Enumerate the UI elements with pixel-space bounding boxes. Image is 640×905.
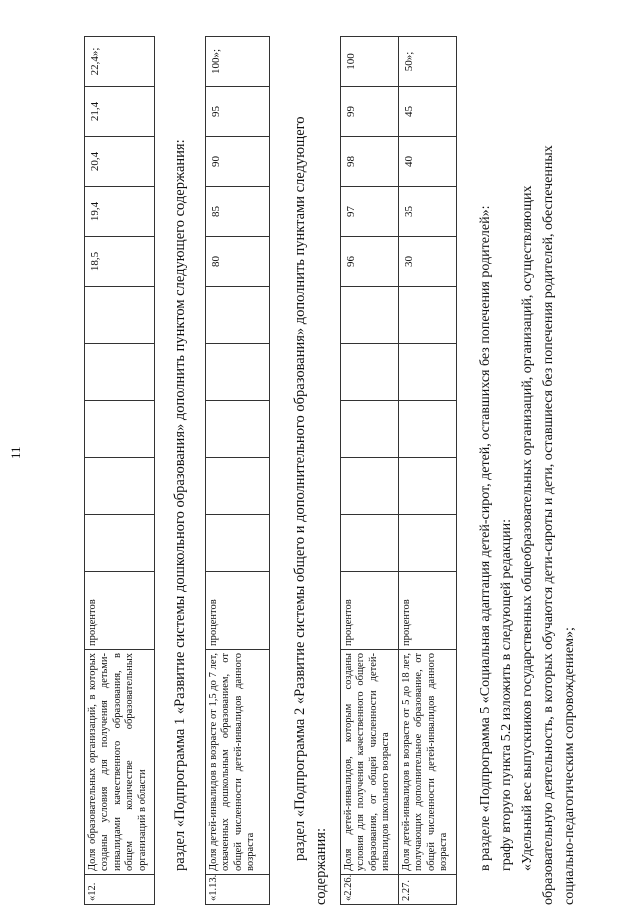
value-cell [85,401,155,458]
value-cell [206,401,270,458]
table-row-12 [84,36,155,905]
value-cell [341,344,399,401]
value-cell [399,401,457,458]
value-cell [341,287,399,344]
value-cell: 85 [206,187,270,237]
value-cell [399,287,457,344]
value-cell [85,287,155,344]
value-cell: 100»; [206,37,270,87]
paragraph-line: образовательную деятельность, в которых обучаются дети-сироты и дети, оставшиеся без попечения родителей, обеспеченных [541,145,556,905]
value-cell [341,515,399,572]
value-cell: 21,4 [85,87,155,137]
row-description: Доля детей-инвалидов в возрасте от 5 до 18 лет, получающих дополнительное образование, от общей численности детей-инвалидов данного возраста [399,650,457,875]
value-cell [206,287,270,344]
value-cell: 95 [206,87,270,137]
value-cell [399,344,457,401]
value-cell [341,458,399,515]
row-number: «12. [85,875,155,905]
value-cell [206,515,270,572]
paragraph-line: «Удельный вес выпускников государственных общеобразовательных организаций, организаций, осуществляющих [520,185,535,871]
section-heading-2-line1: раздел «Подпрограмма 2 «Развитие системы общего и дополнительного образования» дополнить пунктами следующего [292,116,308,861]
value-cell: 96 [341,237,399,287]
value-cell: 22,4»; [85,37,155,87]
paragraph-line: в разделе «Подпрограмма 5 «Социальная адаптация детей-сирот, детей, оставшихся без попечения родителей»: [478,205,493,871]
value-cell [206,344,270,401]
value-cell [85,344,155,401]
value-cell: 18,5 [85,237,155,287]
row-number: 2.27. [399,875,457,905]
section-heading-2-line2: содержания: [313,827,329,905]
paragraph-line: графу вторую пункта 5.2 изложить в следующей редакции: [499,518,514,871]
row-description: Доля образовательных организаций, в которых созданы условия для получения детьми-инвалидами качественного образования, в общем количестве образовательных организаций в области [85,650,155,875]
value-cell: 50»; [399,37,457,87]
value-cell [341,401,399,458]
value-cell [85,458,155,515]
value-cell: 100 [341,37,399,87]
value-cell [206,458,270,515]
row-number: «2.26. [341,875,399,905]
row-number: «1.13. [206,875,270,905]
paragraph-line: социально-педагогическим сопровождением»; [562,627,577,905]
value-cell: 90 [206,137,270,187]
row-unit: процентов [341,572,399,650]
table-row [206,37,270,905]
value-cell: 98 [341,137,399,187]
table-row [399,37,457,905]
value-cell: 40 [399,137,457,187]
page-number: 11 [8,446,23,459]
table-row-1-13 [205,36,270,905]
row-unit: процентов [85,572,155,650]
value-cell: 80 [206,237,270,287]
row-unit: процентов [399,572,457,650]
value-cell: 97 [341,187,399,237]
value-cell: 30 [399,237,457,287]
table-rows-2-26-2-27 [340,36,457,905]
value-cell [85,515,155,572]
row-description: Доля детей-инвалидов в возрасте от 1,5 до 7 лет, охваченных дошкольным образованием, от общей численности детей-инвалидов данного возраста [206,650,270,875]
value-cell [399,515,457,572]
table-row [85,37,155,905]
value-cell: 19,4 [85,187,155,237]
section-heading-1: раздел «Подпрограмма 1 «Развитие системы дошкольного образования» дополнить пунктом следующего содержания: [172,139,188,871]
value-cell [399,458,457,515]
value-cell: 45 [399,87,457,137]
row-unit: процентов [206,572,270,650]
row-description: Доля детей-инвалидов, которым созданы условия для получения качественного общего образования, от общей численности детей-инвалидов школьного возраста [341,650,399,875]
value-cell: 35 [399,187,457,237]
table-row [341,37,399,905]
value-cell: 99 [341,87,399,137]
value-cell: 20,4 [85,137,155,187]
